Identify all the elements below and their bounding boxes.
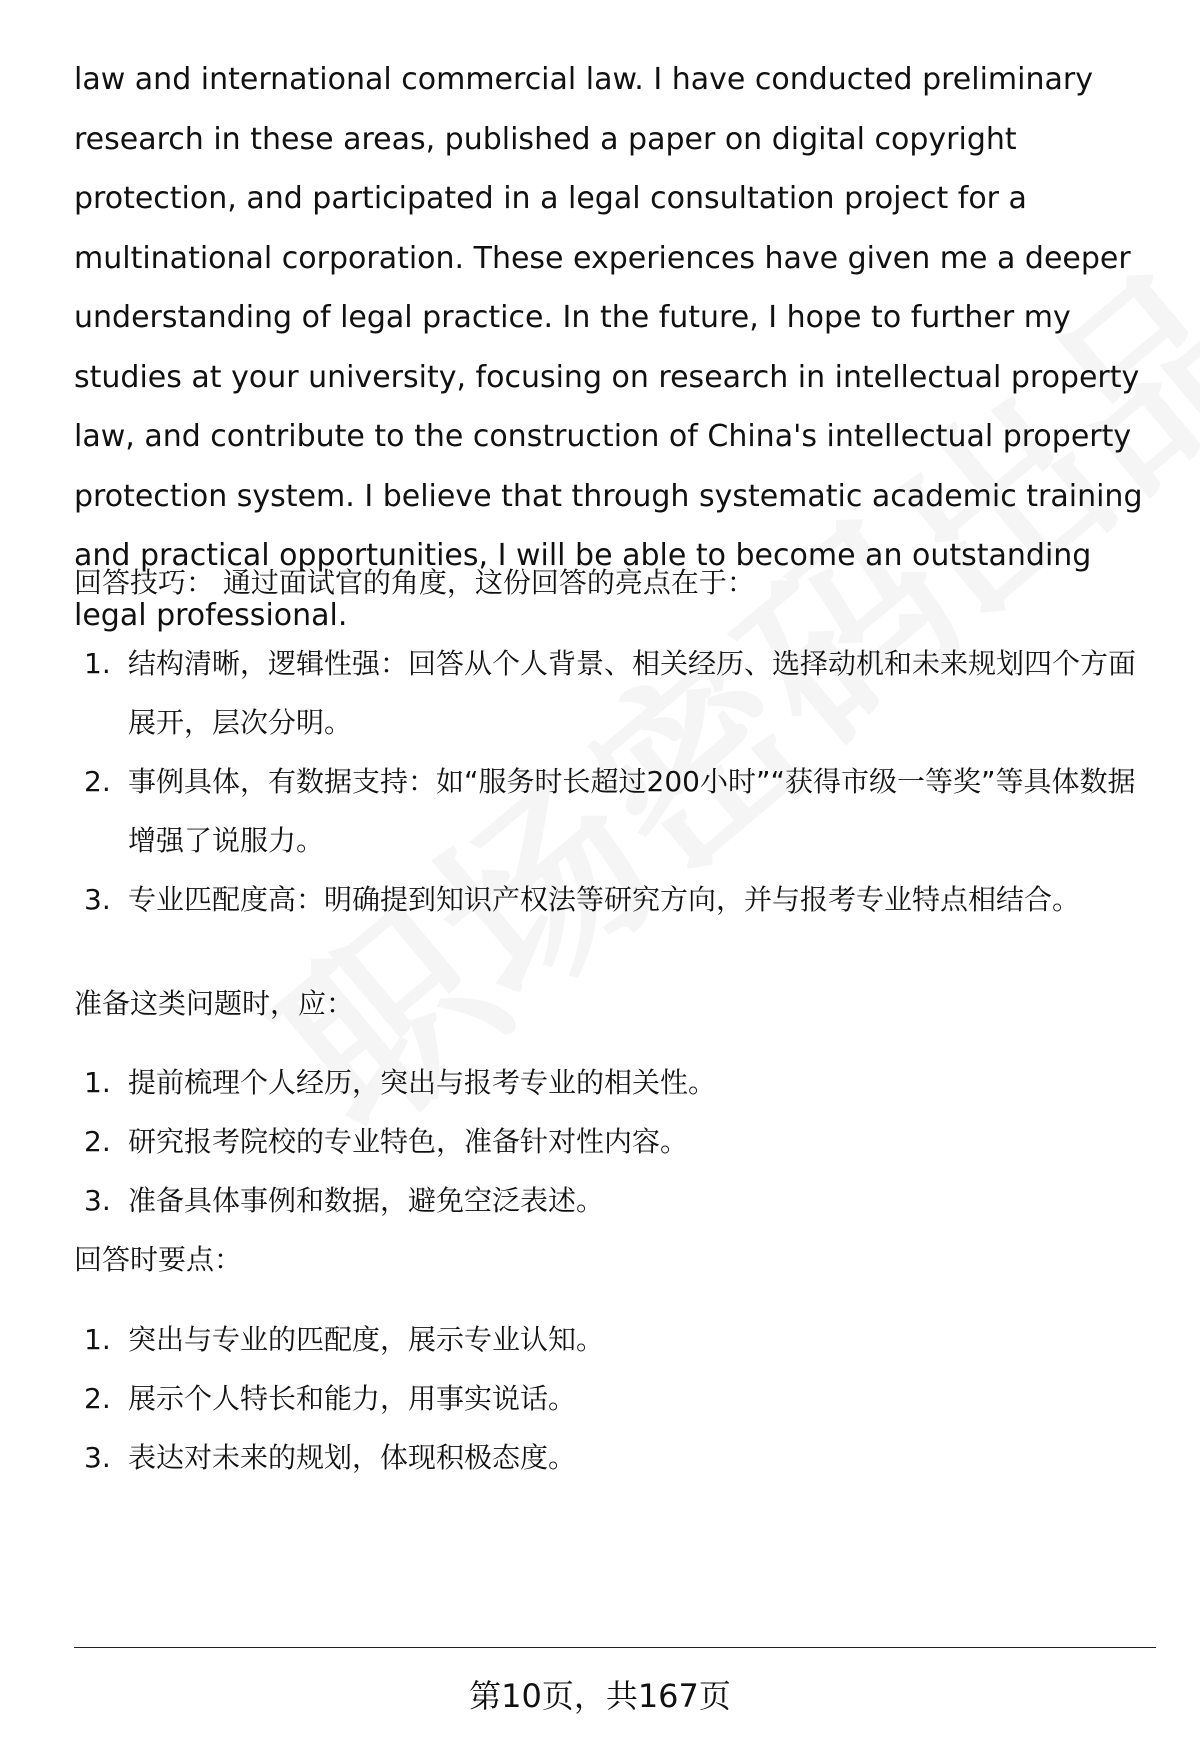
footer-divider bbox=[74, 1647, 1156, 1648]
page-number: 第10页，共167页 bbox=[469, 1677, 731, 1715]
list-item bbox=[74, 870, 1156, 929]
list-item-number: 3. bbox=[84, 1441, 111, 1474]
answer-tips-label: 回答技巧： bbox=[74, 566, 215, 599]
list-item bbox=[74, 1369, 1156, 1428]
key-points-list bbox=[74, 1310, 1156, 1487]
list-item-text: 事例具体，有数据支持：如“服务时长超过200小时”“获得市级一等奖”等具体数据增强了说服力。 bbox=[128, 765, 1136, 857]
preparation-heading: 准备这类问题时，应： bbox=[74, 987, 355, 1020]
body-paragraph: law and international commercial law. I have conducted preliminary research in these areas, published a paper on digital copyright protection, and participated in a legal consultation project for a multinational corporation. These experiences have given me a deeper understanding of legal practice. In the future, I hope to further my studies at your university, focusing on research in intellectual property law, and contribute to the construction of China's intellectual property protection system. I believe that through systematic academic training and practical opportunities, I will be able to become an outstanding legal professional. bbox=[74, 62, 1143, 633]
answer-tips-intro: 通过面试官的角度，这份回答的亮点在于： bbox=[222, 566, 755, 599]
list-item bbox=[74, 1112, 1156, 1171]
list-item-number: 3. bbox=[84, 1184, 111, 1217]
list-item-text: 提前梳理个人经历，突出与报考专业的相关性。 bbox=[128, 1066, 717, 1099]
preparation-list bbox=[74, 1053, 1156, 1230]
list-item-text: 突出与专业的匹配度，展示专业认知。 bbox=[128, 1323, 605, 1356]
list-item-text: 专业匹配度高：明确提到知识产权法等研究方向，并与报考专业特点相结合。 bbox=[128, 883, 1081, 916]
answer-tips-list bbox=[74, 634, 1156, 929]
list-item bbox=[74, 752, 1156, 870]
list-item-text: 表达对未来的规划，体现积极态度。 bbox=[128, 1441, 577, 1474]
list-item-text: 结构清晰，逻辑性强：回答从个人背景、相关经历、选择动机和未来规划四个方面展开，层次分明。 bbox=[128, 647, 1137, 739]
list-item-text: 展示个人特长和能力，用事实说话。 bbox=[128, 1382, 577, 1415]
list-item-number: 2. bbox=[84, 1125, 111, 1158]
list-item-text: 准备具体事例和数据，避免空泛表述。 bbox=[128, 1184, 605, 1217]
list-item-number: 1. bbox=[84, 1323, 111, 1356]
list-item bbox=[74, 634, 1156, 752]
list-item bbox=[74, 1171, 1156, 1230]
document-page bbox=[74, 50, 1156, 1474]
list-item-number: 3. bbox=[84, 883, 111, 916]
list-item bbox=[74, 1310, 1156, 1369]
list-item-number: 1. bbox=[84, 647, 111, 680]
list-item-text: 研究报考院校的专业特色，准备针对性内容。 bbox=[128, 1125, 689, 1158]
list-item-number: 2. bbox=[84, 1382, 111, 1415]
key-points-heading: 回答时要点： bbox=[74, 1243, 243, 1276]
list-item-number: 2. bbox=[84, 765, 111, 798]
list-item bbox=[74, 1428, 1156, 1487]
list-item bbox=[74, 1053, 1156, 1112]
answer-tips-heading bbox=[74, 563, 755, 603]
list-item-number: 1. bbox=[84, 1066, 111, 1099]
